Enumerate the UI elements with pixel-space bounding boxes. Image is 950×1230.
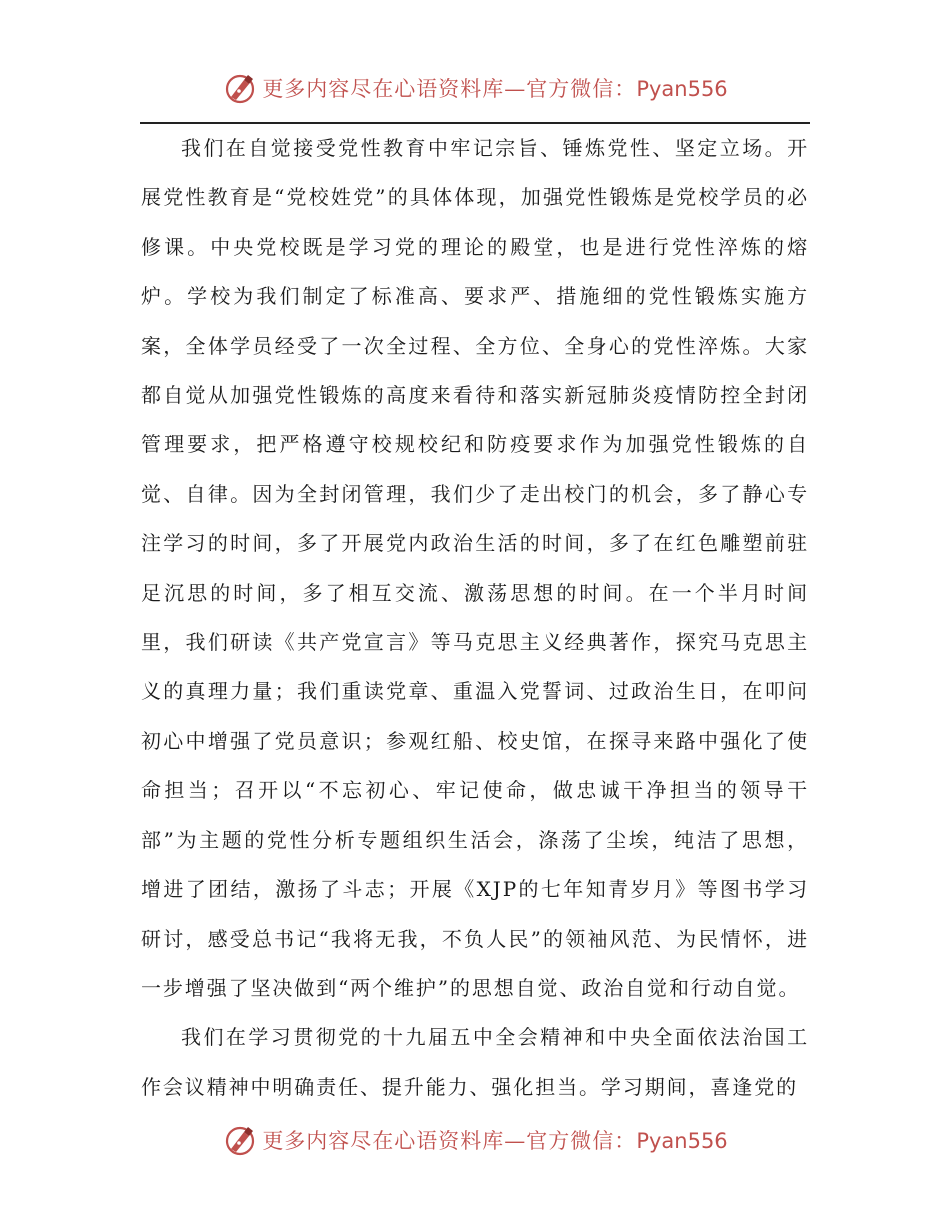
footer-banner-label: 更多内容尽在心语资料库—官方微信： (262, 1129, 637, 1153)
footer-banner (0, 1120, 950, 1160)
header-banner-account: Pyan556 (636, 77, 728, 101)
footer-banner-text (262, 1125, 727, 1155)
footer-banner-account: Pyan556 (636, 1129, 728, 1153)
body-paragraph-2: 我们在学习贯彻党的十九届五中全会精神和中央全面依法治国工作会议精神中明确责任、提升能力、强化担当。学习期间，喜逢党的 (141, 1025, 809, 1099)
header-banner-label: 更多内容尽在心语资料库—官方微信： (262, 77, 637, 101)
header-banner (0, 68, 950, 108)
header-banner-text (262, 73, 727, 103)
pen-nib-logo-icon (222, 70, 258, 106)
body-paragraph-1: 我们在自觉接受党性教育中牢记宗旨、锤炼党性、坚定立场。开展党性教育是“党校姓党”的具体体现，加强党性锻炼是党校学员的必修课。中央党校既是学习党的理论的殿堂，也是进行党性淬炼的熔炉。学校为我们制定了标准高、要求严、措施细的党性锻炼实施方案，全体学员经受了一次全过程、全方位、全身心的党性淬炼。大家都自觉从加强党性锻炼的高度来看待和落实新冠肺炎疫情防控全封闭管理要求，把严格遵守校规校纪和防疫要求作为加强党性锻炼的自觉、自律。因为全封闭管理，我们少了走出校门的机会，多了静心专注学习的时间，多了开展党内政治生活的时间，多了在红色雕塑前驻足沉思的时间，多了相互交流、激荡思想的时间。在一个半月时间里，我们研读《共产党宣言》等马克思主义经典著作，探究马克思主义的真理力量；我们重读党章、重温入党誓词、过政治生日，在叩问初心中增强了党员意识；参观红船、校史馆，在探寻来路中强化了使命担当；召开以“不忘初心、牢记使命，做忠诚干净担当的领导干部”为主题的党性分析专题组织生活会，涤荡了尘埃，纯洁了思想，增进了团结，激扬了斗志；开展《XJP的七年知青岁月》等图书学习研讨，感受总书记“我将无我，不负人民”的领袖风范、为民情怀，进一步增强了坚决做到“两个维护”的思想自觉、政治自觉和行动自觉。 (141, 136, 809, 1000)
document-body (141, 124, 809, 1112)
pen-nib-logo-icon (222, 1122, 258, 1158)
